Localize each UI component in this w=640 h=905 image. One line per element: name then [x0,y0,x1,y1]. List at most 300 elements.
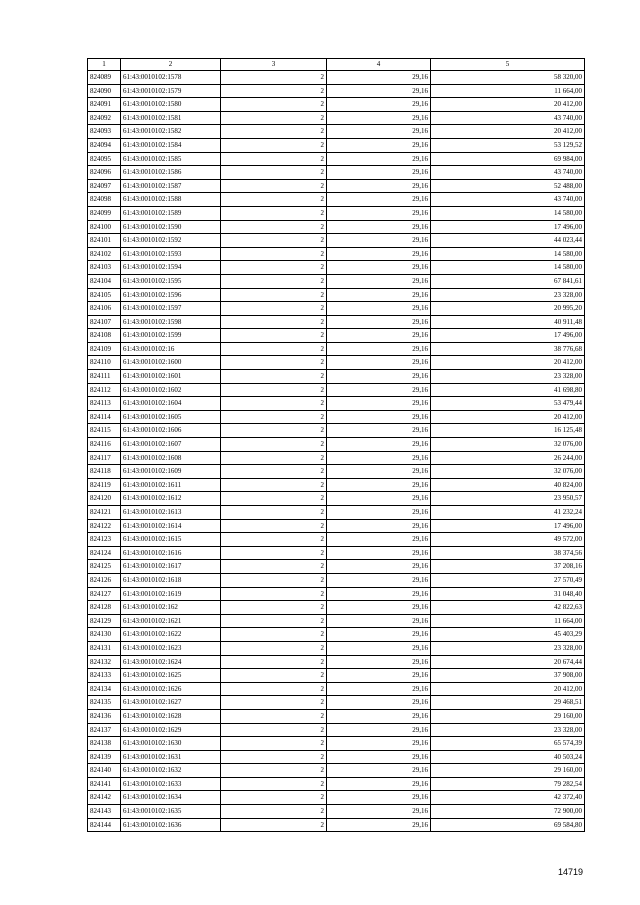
row-number-cell: 824105 [88,288,121,302]
rate-cell: 29,16 [327,274,431,288]
quantity-cell: 2 [221,261,327,275]
cadastral-number-cell: 61:43:0010102:1584 [121,138,221,152]
rate-cell: 29,16 [327,492,431,506]
rate-cell: 29,16 [327,478,431,492]
row-number-cell: 824093 [88,125,121,139]
cadastral-number-cell: 61:43:0010102:1580 [121,98,221,112]
quantity-cell: 2 [221,533,327,547]
cadastral-number-cell: 61:43:0010102:1607 [121,438,221,452]
amount-cell: 17 496,00 [431,329,585,343]
cadastral-number-cell: 61:43:0010102:1598 [121,315,221,329]
rate-cell: 29,16 [327,465,431,479]
quantity-cell: 2 [221,777,327,791]
column-header-2: 2 [121,59,221,71]
quantity-cell: 2 [221,669,327,683]
amount-cell: 11 664,00 [431,84,585,98]
table-row [88,274,585,288]
row-number-cell: 824113 [88,397,121,411]
row-number-cell: 824109 [88,342,121,356]
amount-cell: 37 208,16 [431,560,585,574]
quantity-cell: 2 [221,628,327,642]
row-number-cell: 824095 [88,152,121,166]
table-row [88,478,585,492]
cadastral-number-cell: 61:43:0010102:1622 [121,628,221,642]
table-row [88,125,585,139]
cadastral-number-cell: 61:43:0010102:1630 [121,737,221,751]
table-row [88,424,585,438]
row-number-cell: 824125 [88,560,121,574]
amount-cell: 43 740,00 [431,111,585,125]
table-row [88,152,585,166]
amount-cell: 23 328,00 [431,723,585,737]
cadastral-number-cell: 61:43:0010102:1613 [121,506,221,520]
quantity-cell: 2 [221,641,327,655]
amount-cell: 41 698,80 [431,383,585,397]
table-row [88,261,585,275]
row-number-cell: 824140 [88,764,121,778]
table-row [88,84,585,98]
table-row [88,519,585,533]
amount-cell: 20 412,00 [431,356,585,370]
cadastral-number-cell: 61:43:0010102:1582 [121,125,221,139]
table-row [88,669,585,683]
table-row [88,601,585,615]
quantity-cell: 2 [221,179,327,193]
row-number-cell: 824098 [88,193,121,207]
quantity-cell: 2 [221,234,327,248]
cadastral-number-cell: 61:43:0010102:1617 [121,560,221,574]
table-row [88,723,585,737]
amount-cell: 16 125,48 [431,424,585,438]
quantity-cell: 2 [221,329,327,343]
rate-cell: 29,16 [327,98,431,112]
amount-cell: 23 950,57 [431,492,585,506]
cadastral-number-cell: 61:43:0010102:1619 [121,587,221,601]
row-number-cell: 824136 [88,709,121,723]
amount-cell: 58 320,00 [431,71,585,85]
cadastral-number-cell: 61:43:0010102:1628 [121,709,221,723]
rate-cell: 29,16 [327,193,431,207]
rate-cell: 29,16 [327,152,431,166]
table-row [88,614,585,628]
cadastral-number-cell: 61:43:0010102:1623 [121,641,221,655]
quantity-cell: 2 [221,546,327,560]
table-row [88,682,585,696]
table-row [88,818,585,832]
quantity-cell: 2 [221,560,327,574]
quantity-cell: 2 [221,356,327,370]
rate-cell: 29,16 [327,791,431,805]
rate-cell: 29,16 [327,125,431,139]
table-row [88,302,585,316]
table-row [88,791,585,805]
table-row [88,777,585,791]
cadastral-number-cell: 61:43:0010102:1634 [121,791,221,805]
rate-cell: 29,16 [327,805,431,819]
row-number-cell: 824111 [88,370,121,384]
rate-cell: 29,16 [327,750,431,764]
table-row [88,696,585,710]
cadastral-number-cell: 61:43:0010102:1627 [121,696,221,710]
rate-cell: 29,16 [327,84,431,98]
cadastral-number-cell: 61:43:0010102:16 [121,342,221,356]
row-number-cell: 824137 [88,723,121,737]
amount-cell: 14 580,00 [431,206,585,220]
table-row [88,641,585,655]
table-row [88,329,585,343]
row-number-cell: 824112 [88,383,121,397]
amount-cell: 52 488,00 [431,179,585,193]
row-number-cell: 824122 [88,519,121,533]
row-number-cell: 824108 [88,329,121,343]
table-row [88,546,585,560]
cadastral-number-cell: 61:43:0010102:1597 [121,302,221,316]
amount-cell: 69 584,80 [431,818,585,832]
row-number-cell: 824106 [88,302,121,316]
row-number-cell: 824110 [88,356,121,370]
table-row [88,506,585,520]
cadastral-number-cell: 61:43:0010102:1587 [121,179,221,193]
quantity-cell: 2 [221,791,327,805]
amount-cell: 38 374,56 [431,546,585,560]
quantity-cell: 2 [221,723,327,737]
rate-cell: 29,16 [327,342,431,356]
amount-cell: 42 822,63 [431,601,585,615]
rate-cell: 29,16 [327,655,431,669]
rate-cell: 29,16 [327,370,431,384]
table-row [88,560,585,574]
amount-cell: 17 496,00 [431,519,585,533]
rate-cell: 29,16 [327,71,431,85]
column-header-4: 4 [327,59,431,71]
cadastral-number-cell: 61:43:0010102:1600 [121,356,221,370]
cadastral-number-cell: 61:43:0010102:1626 [121,682,221,696]
rate-cell: 29,16 [327,723,431,737]
row-number-cell: 824135 [88,696,121,710]
row-number-cell: 824133 [88,669,121,683]
quantity-cell: 2 [221,818,327,832]
cadastral-number-cell: 61:43:0010102:1629 [121,723,221,737]
row-number-cell: 824123 [88,533,121,547]
table-row [88,234,585,248]
amount-cell: 67 841,61 [431,274,585,288]
table-row [88,370,585,384]
quantity-cell: 2 [221,397,327,411]
quantity-cell: 2 [221,84,327,98]
quantity-cell: 2 [221,288,327,302]
rate-cell: 29,16 [327,315,431,329]
row-number-cell: 824104 [88,274,121,288]
rate-cell: 29,16 [327,506,431,520]
quantity-cell: 2 [221,737,327,751]
amount-cell: 26 244,00 [431,451,585,465]
cadastral-number-cell: 61:43:0010102:1585 [121,152,221,166]
quantity-cell: 2 [221,764,327,778]
amount-cell: 27 570,49 [431,573,585,587]
rate-cell: 29,16 [327,777,431,791]
quantity-cell: 2 [221,193,327,207]
table-row [88,451,585,465]
header-row [88,59,585,71]
amount-cell: 32 076,00 [431,438,585,452]
amount-cell: 38 776,68 [431,342,585,356]
table-row [88,71,585,85]
quantity-cell: 2 [221,478,327,492]
row-number-cell: 824107 [88,315,121,329]
row-number-cell: 824102 [88,247,121,261]
row-number-cell: 824090 [88,84,121,98]
row-number-cell: 824130 [88,628,121,642]
table-row [88,492,585,506]
table-row [88,397,585,411]
cadastral-number-cell: 61:43:0010102:1611 [121,478,221,492]
amount-cell: 40 503,24 [431,750,585,764]
quantity-cell: 2 [221,424,327,438]
table-row [88,247,585,261]
cadastral-number-cell: 61:43:0010102:1601 [121,370,221,384]
amount-cell: 14 580,00 [431,261,585,275]
quantity-cell: 2 [221,383,327,397]
quantity-cell: 2 [221,655,327,669]
quantity-cell: 2 [221,601,327,615]
rate-cell: 29,16 [327,573,431,587]
table-row [88,315,585,329]
cadastral-number-cell: 61:43:0010102:1588 [121,193,221,207]
cadastral-number-cell: 61:43:0010102:1615 [121,533,221,547]
row-number-cell: 824141 [88,777,121,791]
row-number-cell: 824124 [88,546,121,560]
cadastral-number-cell: 61:43:0010102:1599 [121,329,221,343]
table-row [88,342,585,356]
amount-cell: 32 076,00 [431,465,585,479]
amount-cell: 69 984,00 [431,152,585,166]
quantity-cell: 2 [221,573,327,587]
quantity-cell: 2 [221,315,327,329]
row-number-cell: 824144 [88,818,121,832]
quantity-cell: 2 [221,370,327,384]
quantity-cell: 2 [221,506,327,520]
row-number-cell: 824100 [88,220,121,234]
rate-cell: 29,16 [327,111,431,125]
amount-cell: 53 129,52 [431,138,585,152]
rate-cell: 29,16 [327,329,431,343]
table-row [88,573,585,587]
amount-cell: 23 328,00 [431,641,585,655]
row-number-cell: 824117 [88,451,121,465]
cadastral-number-cell: 61:43:0010102:1589 [121,206,221,220]
rate-cell: 29,16 [327,397,431,411]
cadastral-number-cell: 61:43:0010102:1594 [121,261,221,275]
cadastral-number-cell: 61:43:0010102:1605 [121,410,221,424]
table-row [88,655,585,669]
row-number-cell: 824092 [88,111,121,125]
row-number-cell: 824115 [88,424,121,438]
table-row [88,220,585,234]
row-number-cell: 824127 [88,587,121,601]
cadastral-number-cell: 61:43:0010102:1579 [121,84,221,98]
row-number-cell: 824094 [88,138,121,152]
row-number-cell: 824134 [88,682,121,696]
row-number-cell: 824131 [88,641,121,655]
rate-cell: 29,16 [327,546,431,560]
amount-cell: 31 048,40 [431,587,585,601]
quantity-cell: 2 [221,410,327,424]
amount-cell: 11 664,00 [431,614,585,628]
cadastral-number-cell: 61:43:0010102:1632 [121,764,221,778]
cadastral-number-cell: 61:43:0010102:1581 [121,111,221,125]
quantity-cell: 2 [221,696,327,710]
quantity-cell: 2 [221,587,327,601]
row-number-cell: 824089 [88,71,121,85]
rate-cell: 29,16 [327,818,431,832]
amount-cell: 49 572,00 [431,533,585,547]
quantity-cell: 2 [221,451,327,465]
cadastral-number-cell: 61:43:0010102:1604 [121,397,221,411]
amount-cell: 79 282,54 [431,777,585,791]
quantity-cell: 2 [221,805,327,819]
table-row [88,709,585,723]
data-table [87,58,585,832]
row-number-cell: 824120 [88,492,121,506]
quantity-cell: 2 [221,342,327,356]
row-number-cell: 824132 [88,655,121,669]
cadastral-number-cell: 61:43:0010102:1596 [121,288,221,302]
rate-cell: 29,16 [327,737,431,751]
table-row [88,438,585,452]
amount-cell: 72 900,00 [431,805,585,819]
quantity-cell: 2 [221,750,327,764]
table-row [88,465,585,479]
cadastral-number-cell: 61:43:0010102:1631 [121,750,221,764]
quantity-cell: 2 [221,709,327,723]
table-row [88,179,585,193]
table-row [88,737,585,751]
amount-cell: 14 580,00 [431,247,585,261]
amount-cell: 53 479,44 [431,397,585,411]
cadastral-number-cell: 61:43:0010102:1593 [121,247,221,261]
cadastral-number-cell: 61:43:0010102:1612 [121,492,221,506]
row-number-cell: 824101 [88,234,121,248]
quantity-cell: 2 [221,492,327,506]
table-row [88,138,585,152]
rate-cell: 29,16 [327,451,431,465]
cadastral-number-cell: 61:43:0010102:1578 [121,71,221,85]
table-row [88,587,585,601]
rate-cell: 29,16 [327,247,431,261]
cadastral-number-cell: 61:43:0010102:1618 [121,573,221,587]
rate-cell: 29,16 [327,438,431,452]
amount-cell: 23 328,00 [431,288,585,302]
rate-cell: 29,16 [327,533,431,547]
amount-cell: 44 023,44 [431,234,585,248]
quantity-cell: 2 [221,98,327,112]
rate-cell: 29,16 [327,709,431,723]
rate-cell: 29,16 [327,764,431,778]
cadastral-number-cell: 61:43:0010102:1595 [121,274,221,288]
cadastral-number-cell: 61:43:0010102:1614 [121,519,221,533]
cadastral-number-cell: 61:43:0010102:1636 [121,818,221,832]
rate-cell: 29,16 [327,138,431,152]
cadastral-number-cell: 61:43:0010102:1592 [121,234,221,248]
rate-cell: 29,16 [327,587,431,601]
table-row [88,356,585,370]
table-row [88,206,585,220]
table-row [88,111,585,125]
quantity-cell: 2 [221,206,327,220]
rate-cell: 29,16 [327,166,431,180]
quantity-cell: 2 [221,614,327,628]
row-number-cell: 824116 [88,438,121,452]
quantity-cell: 2 [221,166,327,180]
quantity-cell: 2 [221,111,327,125]
row-number-cell: 824114 [88,410,121,424]
quantity-cell: 2 [221,220,327,234]
cadastral-number-cell: 61:43:0010102:1635 [121,805,221,819]
cadastral-number-cell: 61:43:0010102:1609 [121,465,221,479]
quantity-cell: 2 [221,138,327,152]
cadastral-number-cell: 61:43:0010102:1633 [121,777,221,791]
cadastral-number-cell: 61:43:0010102:1602 [121,383,221,397]
column-header-3: 3 [221,59,327,71]
row-number-cell: 824091 [88,98,121,112]
rate-cell: 29,16 [327,601,431,615]
table-row [88,383,585,397]
rate-cell: 29,16 [327,234,431,248]
amount-cell: 20 674,44 [431,655,585,669]
table-body [88,71,585,832]
quantity-cell: 2 [221,465,327,479]
cadastral-number-cell: 61:43:0010102:1608 [121,451,221,465]
rate-cell: 29,16 [327,356,431,370]
rate-cell: 29,16 [327,179,431,193]
rate-cell: 29,16 [327,288,431,302]
amount-cell: 20 412,00 [431,682,585,696]
rate-cell: 29,16 [327,302,431,316]
amount-cell: 42 372,40 [431,791,585,805]
table-row [88,166,585,180]
row-number-cell: 824118 [88,465,121,479]
row-number-cell: 824099 [88,206,121,220]
table-row [88,764,585,778]
cadastral-number-cell: 61:43:0010102:1616 [121,546,221,560]
table-row [88,98,585,112]
table-row [88,410,585,424]
amount-cell: 45 403,29 [431,628,585,642]
row-number-cell: 824143 [88,805,121,819]
page-number: 14719 [558,867,584,877]
rate-cell: 29,16 [327,614,431,628]
amount-cell: 17 496,00 [431,220,585,234]
amount-cell: 20 412,00 [431,98,585,112]
rate-cell: 29,16 [327,560,431,574]
amount-cell: 43 740,00 [431,193,585,207]
rate-cell: 29,16 [327,206,431,220]
amount-cell: 20 412,00 [431,125,585,139]
amount-cell: 40 824,00 [431,478,585,492]
quantity-cell: 2 [221,682,327,696]
quantity-cell: 2 [221,125,327,139]
cadastral-number-cell: 61:43:0010102:1624 [121,655,221,669]
quantity-cell: 2 [221,438,327,452]
amount-cell: 23 328,00 [431,370,585,384]
column-header-5: 5 [431,59,585,71]
row-number-cell: 824121 [88,506,121,520]
table-row [88,193,585,207]
row-number-cell: 824139 [88,750,121,764]
row-number-cell: 824096 [88,166,121,180]
table-header [88,59,585,71]
quantity-cell: 2 [221,247,327,261]
